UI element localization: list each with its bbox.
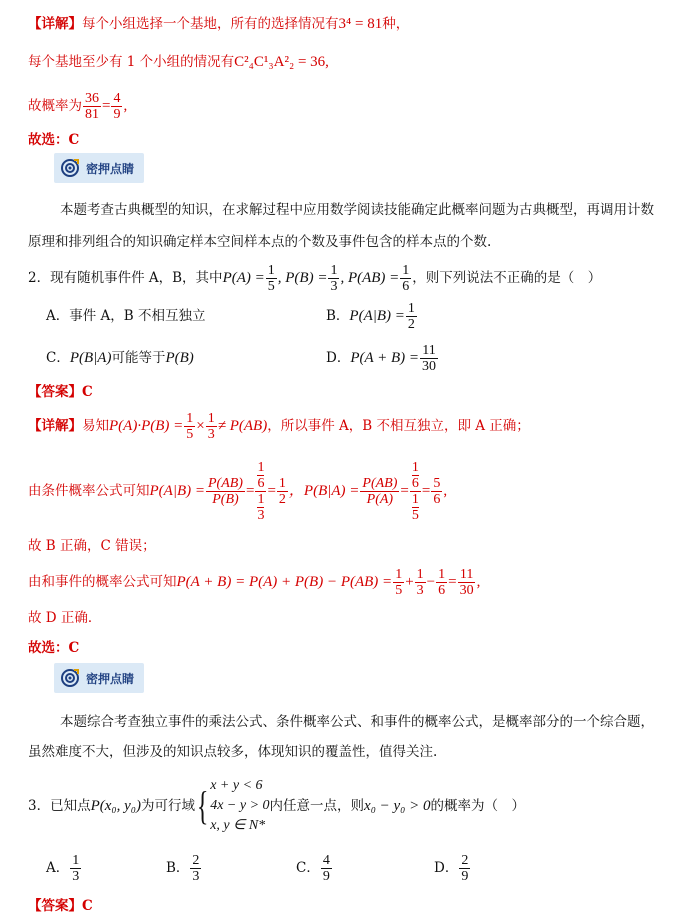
constraint: x, y ∈ N*	[210, 818, 266, 833]
constraint-system	[210, 776, 269, 836]
math-expr: P(A)·P(B) =	[109, 418, 184, 434]
denominator: P(A)	[366, 491, 394, 507]
math-op: ,	[443, 483, 448, 499]
fraction	[459, 853, 470, 884]
option-label: D．	[434, 860, 459, 876]
stem-text: 为可行域	[141, 798, 195, 814]
sub-denominator: 5	[411, 507, 419, 523]
numerator	[410, 460, 421, 492]
math-expr: ，P(B|A) =	[288, 483, 360, 499]
fraction	[206, 411, 217, 442]
comment-line: 本题综合考查独立事件的乘法公式、条件概率公式、和事件的概率公式，是概率部分的一个综合题，	[60, 714, 654, 730]
left-brace: {	[196, 783, 209, 828]
fraction	[400, 263, 411, 294]
detail-text: 每个小组选择一个基地，所有的选择情况有	[82, 16, 339, 32]
detail-line-2	[28, 52, 329, 72]
detail-line-1	[28, 14, 409, 34]
numerator: 5	[433, 475, 441, 491]
detail-line-3: 故概率为 $\frac{36}{81}$ = $\frac{4}{9}$ ,	[28, 91, 128, 122]
sub-denominator: 3	[257, 507, 265, 523]
option-label: C．	[296, 860, 320, 876]
numerator: 1	[207, 411, 215, 426]
fraction	[70, 853, 81, 884]
option-text: 可能等于	[111, 350, 166, 366]
math-expr: P(A) =	[222, 270, 265, 286]
answer-label: 【答案】C	[28, 898, 93, 914]
complex-fraction	[255, 460, 266, 523]
option-b[interactable]	[326, 300, 418, 332]
numerator: 1	[416, 567, 424, 582]
math-expr: P(A|B) =	[149, 483, 205, 499]
numerator: 1	[186, 411, 194, 426]
math-op: ,	[476, 574, 481, 590]
option-b[interactable]	[166, 852, 202, 884]
denominator	[410, 492, 421, 523]
option-a[interactable]	[46, 852, 82, 884]
sub-numerator: 1	[257, 459, 265, 475]
q2-detail-1	[28, 410, 530, 442]
math-expr: P(A|B) =	[349, 308, 405, 324]
numerator: 1	[407, 301, 415, 316]
stem-text: 2．现有随机事件件 A，B，其中	[28, 270, 223, 286]
fraction	[406, 301, 417, 332]
math-op: =	[245, 483, 255, 499]
math-expr: P(A + B) = P(A) + P(B) − P(AB) =	[176, 574, 393, 590]
sub-numerator: 1	[411, 459, 419, 475]
detail-tag: 【详解】	[28, 418, 82, 434]
denominator: 2	[407, 317, 415, 332]
fraction	[360, 476, 399, 507]
denominator: 5	[267, 279, 275, 294]
badge-label: 密押点睛	[86, 161, 135, 176]
fraction	[436, 567, 447, 598]
fraction	[420, 343, 438, 374]
math-op: ×	[196, 418, 205, 434]
numerator: 11	[422, 343, 436, 358]
q2-detail-3: 故 B 正确，C 错误；	[28, 538, 156, 554]
numerator: 1	[395, 567, 403, 582]
math-expr: 3⁴ = 81	[338, 16, 383, 32]
math-expr: C²₄C¹₃A²₂ = 36,	[234, 54, 329, 70]
answer-choice: 故选：C	[28, 132, 80, 148]
fraction	[206, 476, 245, 507]
numerator: P(AB)	[207, 475, 243, 491]
comment-line: 本题考查古典概型的知识，在求解过程中应用数学阅读技能确定此概率问题为古典概型，再调用计数	[60, 202, 654, 218]
q2-detail-2	[28, 456, 447, 526]
fraction	[321, 853, 332, 884]
denominator: 3	[330, 279, 338, 294]
stem-text: 的概率为（ ）	[430, 798, 526, 814]
option-d[interactable]	[434, 852, 471, 884]
option-label: A．	[46, 860, 70, 876]
numerator: 1	[278, 475, 286, 491]
fraction	[415, 567, 426, 598]
detail-text: ，所以事件 A，B 不相互独立，即 A 正确；	[267, 418, 530, 434]
sub-denominator: 6	[411, 475, 419, 491]
fraction	[190, 853, 201, 884]
numerator: 36	[85, 91, 99, 106]
option-label: B．	[326, 308, 350, 324]
option-c[interactable]	[296, 852, 333, 884]
denominator: 2	[278, 491, 286, 507]
fraction	[184, 411, 195, 442]
denominator: 6	[438, 583, 446, 598]
numerator	[255, 460, 266, 492]
detail-text: 易知	[82, 418, 109, 434]
detail-text: 故概率为	[28, 98, 82, 114]
fraction	[431, 476, 442, 507]
denominator: 3	[416, 583, 424, 598]
denominator: 5	[186, 427, 194, 442]
math-op: =	[421, 483, 431, 499]
math-expr: P(B|A)	[69, 350, 112, 366]
q2-detail-5: 故 D 正确．	[28, 610, 102, 626]
math-expr: P(A + B) =	[350, 350, 420, 366]
fraction	[393, 567, 404, 598]
comment-line: 原理和排列组合的知识确定样本空间样本点的个数及事件包含的样本点的个数.	[28, 234, 492, 250]
numerator: 1	[438, 567, 446, 582]
math-expr: , P(B) =	[277, 270, 328, 286]
fraction	[277, 476, 288, 507]
denominator: 5	[395, 583, 403, 598]
option-label: C．	[46, 350, 70, 366]
option-c[interactable]	[46, 348, 194, 368]
fraction	[83, 91, 101, 122]
answer-label: 【答案】C	[28, 384, 93, 400]
constraint: 4x − y > 0	[210, 798, 270, 813]
math-expr: P(B)	[165, 350, 194, 366]
answer-choice: 故选：C	[28, 640, 80, 656]
option-label: D．	[326, 350, 351, 366]
numerator: 1	[402, 263, 410, 278]
detail-text: 由条件概率公式可知	[28, 483, 150, 499]
denominator: P(B)	[212, 491, 239, 507]
badge-label: 密押点睛	[86, 671, 135, 686]
key-point-badge	[54, 663, 144, 693]
fraction	[111, 91, 122, 122]
stem-text: 3．已知点	[28, 798, 91, 814]
fraction	[328, 263, 339, 294]
question-2-stem	[28, 262, 601, 294]
fraction	[458, 567, 476, 598]
sub-numerator: 1	[257, 491, 265, 507]
denominator: 30	[459, 583, 474, 598]
denominator: 9	[461, 869, 469, 884]
key-point-badge	[54, 153, 144, 183]
numerator: 1	[72, 853, 80, 868]
denominator: 30	[422, 359, 437, 374]
q2-detail-4	[28, 566, 480, 598]
sub-denominator: 6	[257, 475, 265, 491]
option-label: B．	[166, 860, 190, 876]
detail-text: 由和事件的概率公式可知	[28, 574, 177, 590]
math-op: =	[267, 483, 276, 499]
target-icon	[60, 158, 80, 178]
detail-tag: 【详解】	[28, 16, 82, 32]
math-op: =	[400, 483, 409, 499]
stem-text: ，则下列说法不正确的是（ ）	[412, 270, 602, 286]
stem-text: 内任意一点，则	[269, 798, 365, 814]
denominator	[255, 492, 266, 523]
denominator: 3	[72, 869, 80, 884]
target-icon	[60, 668, 80, 688]
numerator: P(AB)	[362, 475, 398, 491]
numerator: 1	[330, 263, 338, 278]
denominator: 3	[192, 869, 200, 884]
denominator: 81	[85, 107, 99, 122]
math-expr: , P(AB) =	[340, 270, 400, 286]
denominator: 3	[207, 427, 215, 442]
numerator: 2	[192, 853, 200, 868]
option-a[interactable]: A．事件 A，B 不相互独立	[46, 308, 206, 324]
denominator: 9	[113, 107, 121, 122]
option-d[interactable]	[326, 342, 439, 374]
question-3-stem	[28, 772, 525, 840]
denominator: 6	[433, 491, 441, 507]
numerator: 11	[459, 567, 474, 582]
denominator: 6	[402, 279, 410, 294]
math-op: =	[448, 574, 457, 590]
numerator: 4	[322, 853, 330, 868]
math-expr: ≠ P(AB)	[217, 418, 268, 434]
detail-text: 种，	[382, 16, 410, 32]
math-op: +	[405, 574, 414, 590]
numerator: 4	[113, 91, 121, 106]
numerator: 2	[461, 853, 469, 868]
math-expr: x₀ − y₀ > 0	[364, 798, 431, 814]
math-op: −	[426, 574, 436, 590]
comment-line: 虽然难度不大，但涉及的知识点较多，体现知识的覆盖性，值得关注.	[28, 744, 438, 760]
complex-fraction	[410, 460, 421, 523]
sub-numerator: 1	[411, 491, 419, 507]
numerator: 1	[267, 263, 275, 278]
constraint: x + y < 6	[210, 778, 263, 793]
denominator: 9	[322, 869, 330, 884]
math-expr: P(x₀, y₀)	[90, 798, 141, 814]
detail-text: 每个基地至少有 1 个小组的情况有	[28, 54, 235, 70]
fraction	[266, 263, 277, 294]
